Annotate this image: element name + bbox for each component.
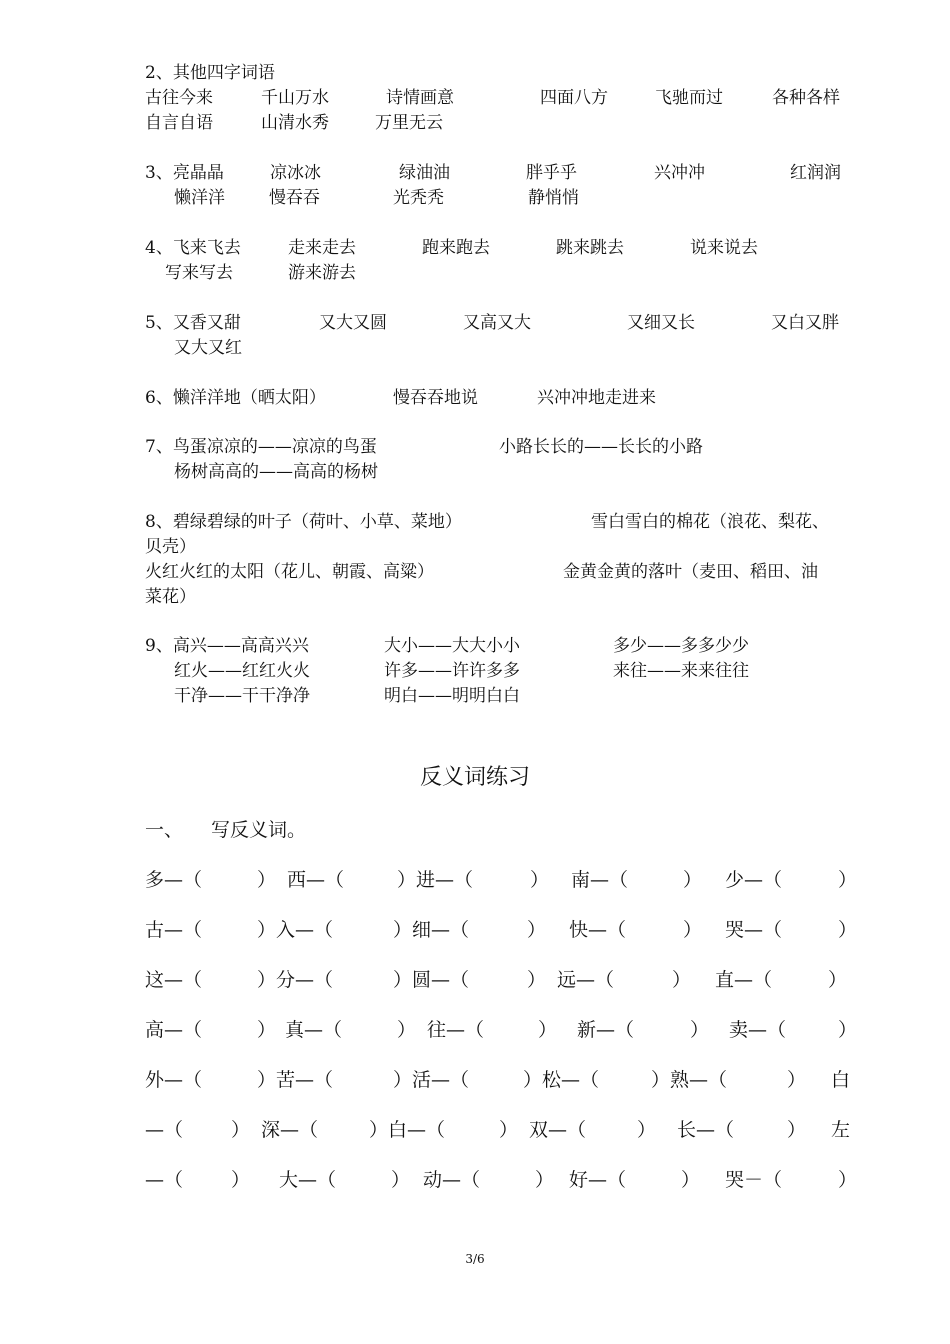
blank-prompt: ） [828,969,848,991]
page-title: 反义词练习 [419,765,530,790]
blank-prompt: ）活—（ [393,1069,470,1091]
word: 万里无云 [375,113,443,133]
phrase: 杨树高高的——高高的杨树 [174,462,378,482]
blank-prompt: 西—（ [287,869,345,891]
word: 凉冰冰 [270,163,321,183]
phrase: 8、碧绿碧绿的叶子（荷叶、小草、菜地） [145,512,462,532]
blank-prompt: ） [231,1119,251,1141]
word: 红润润 [790,163,841,183]
word: 说来说去 [690,238,758,258]
blank-prompt: 白 [831,1069,851,1091]
page-number: 3/6 [465,1252,485,1266]
blank-prompt: 直—（ [715,969,773,991]
section-2-heading: 2、其他四字词语 [145,63,275,83]
word: 山清水秀 [261,113,329,133]
blank-prompt: 深—（ [261,1119,319,1141]
phrase: 贝壳） [145,537,196,557]
word: 绿油油 [399,163,450,183]
blank-prompt: ） [683,869,703,891]
word: 又细又长 [627,313,695,333]
word: 游来游去 [288,263,356,283]
blank-prompt: 大—（ [279,1169,337,1191]
blank-prompt: 真—（ [285,1019,343,1041]
word: 又大又红 [174,338,242,358]
word: 飞驰而过 [655,88,723,108]
word: 静悄悄 [528,188,579,208]
blank-prompt: 往—（ [427,1019,485,1041]
blank-prompt: 快—（ [569,919,627,941]
word: 又白又胖 [771,313,839,333]
instruction-number: 一、 [145,819,184,841]
word: 又高又大 [463,313,531,333]
word: 自言自语 [145,113,213,133]
blank-prompt: ） [527,919,547,941]
blank-prompt: 多—（ [145,869,203,891]
word: 4、飞来飞去 [145,238,241,258]
blank-prompt: ） [231,1169,251,1191]
word: 四面八方 [540,88,608,108]
blank-prompt: ） [683,919,703,941]
word: 各种各样 [772,88,840,108]
blank-prompt: 左 [831,1119,851,1141]
blank-prompt: 动—（ [423,1169,481,1191]
blank-prompt: 长—（ [677,1119,735,1141]
word: 5、又香又甜 [145,313,241,333]
blank-prompt: 新—（ [577,1019,635,1041]
blank-prompt: ）细—（ [393,919,470,941]
word: 诗情画意 [386,88,454,108]
phrase: 火红火红的太阳（花儿、朝霞、高粱） [145,562,434,582]
blank-prompt: ） [257,869,277,891]
word: 古往今来 [145,88,213,108]
phrase: 兴冲冲地走进来 [537,388,656,408]
word: 千山万水 [261,88,329,108]
blank-prompt: ） [787,1069,807,1091]
blank-prompt: ） [672,969,692,991]
phrase: 多少——多多少少 [613,636,749,656]
blank-prompt: 双—（ [529,1119,587,1141]
blank-prompt: 少—（ [725,869,783,891]
word: 跑来跑去 [422,238,490,258]
blank-prompt: ）熟—（ [651,1069,728,1091]
phrase: 菜花） [145,587,196,607]
phrase: 许多——许许多多 [384,661,520,681]
blank-prompt: ） [538,1019,558,1041]
phrase: 金黄金黄的落叶（麦田、稻田、油 [563,562,818,582]
phrase: 大小——大大小小 [384,636,520,656]
blank-prompt: ） [838,1019,858,1041]
blank-prompt: ） [690,1019,710,1041]
blank-prompt: ） [391,1169,411,1191]
blank-prompt: 哭－（ [725,1169,783,1191]
blank-prompt: —（ [145,1169,184,1191]
blank-prompt: ） [257,1019,277,1041]
blank-prompt: 卖—（ [729,1019,787,1041]
blank-prompt: ） [499,1119,519,1141]
phrase: 来往——来来往往 [613,661,749,681]
phrase: 7、鸟蛋凉凉的——凉凉的鸟蛋 [145,437,377,457]
blank-prompt: ） [838,919,858,941]
blank-prompt: ）进—（ [397,869,474,891]
blank-prompt: ）圆—（ [393,969,470,991]
blank-prompt: ） [535,1169,555,1191]
blank-prompt: ）入—（ [257,919,334,941]
blank-prompt: ） [838,869,858,891]
blank-prompt: 哭—（ [725,919,783,941]
phrase: 雪白雪白的棉花（浪花、梨花、 [591,512,829,532]
word: 跳来跳去 [556,238,624,258]
word: 又大又圆 [319,313,387,333]
word: 胖乎乎 [526,163,577,183]
blank-prompt: ） [681,1169,701,1191]
phrase: 小路长长的——长长的小路 [499,437,703,457]
word: 走来走去 [288,238,356,258]
word: 慢吞吞 [269,188,320,208]
blank-prompt: —（ [145,1119,184,1141]
blank-prompt: ）松—（ [523,1069,600,1091]
phrase: 干净——干干净净 [174,686,310,706]
blank-prompt: ） [527,969,547,991]
phrase: 9、高兴——高高兴兴 [145,636,309,656]
blank-prompt: ） [637,1119,657,1141]
phrase: 6、懒洋洋地（晒太阳） [145,388,326,408]
blank-prompt: ）白—（ [369,1119,446,1141]
blank-prompt: ） [530,869,550,891]
word: 写来写去 [165,263,233,283]
instruction-text: 写反义词。 [211,819,307,841]
blank-prompt: ） [397,1019,417,1041]
blank-prompt: 好—（ [569,1169,627,1191]
word: 3、亮晶晶 [145,163,224,183]
word: 光秃秃 [393,188,444,208]
blank-prompt: ）分—（ [257,969,334,991]
blank-prompt: 南—（ [571,869,629,891]
phrase: 红火——红红火火 [174,661,310,681]
phrase: 慢吞吞地说 [393,388,478,408]
blank-prompt: 古—（ [145,919,203,941]
blank-prompt: 外—（ [145,1069,203,1091]
blank-prompt: ） [787,1119,807,1141]
blank-prompt: 远—（ [557,969,615,991]
word: 懒洋洋 [174,188,225,208]
blank-prompt: 高—（ [145,1019,203,1041]
word: 兴冲冲 [654,163,705,183]
blank-prompt: 这—（ [145,969,203,991]
blank-prompt: ）苦—（ [257,1069,334,1091]
blank-prompt: ） [838,1169,858,1191]
phrase: 明白——明明白白 [384,686,520,706]
